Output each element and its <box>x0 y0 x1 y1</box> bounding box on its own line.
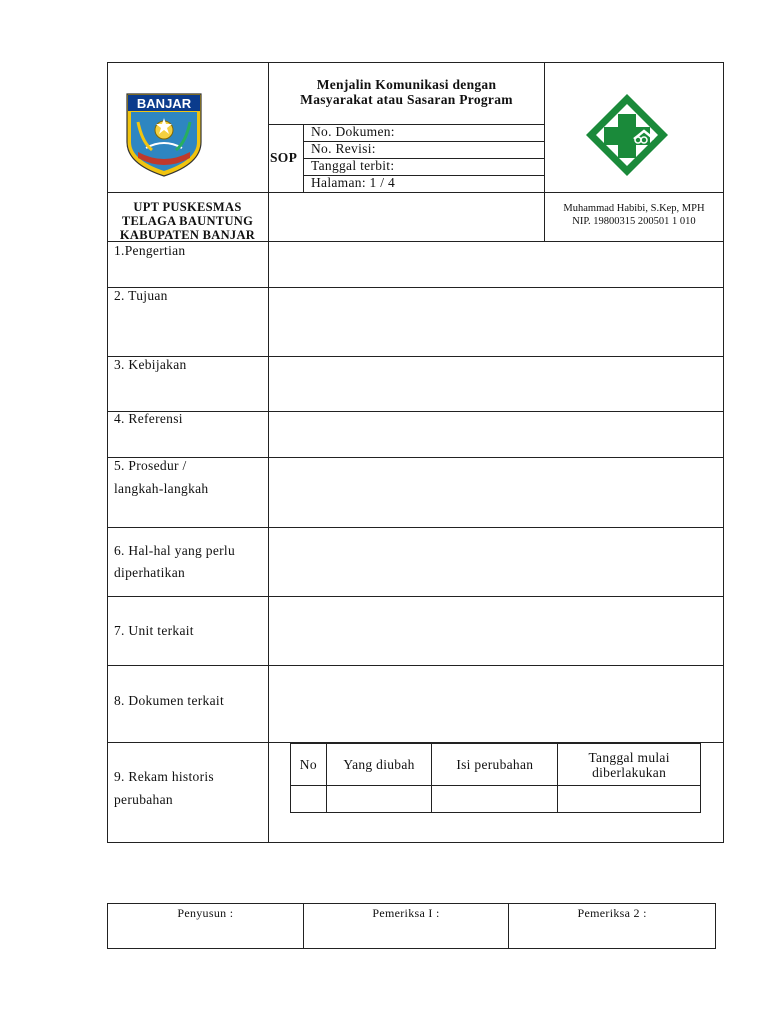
section-prosedur-label-1: 5. Prosedur / <box>114 458 187 473</box>
field-tanggal-terbit: Tanggal terbit: <box>311 158 395 173</box>
title-bottom-line <box>268 124 545 125</box>
history-table <box>290 743 701 813</box>
section-line <box>107 527 724 528</box>
section-rekam-historis-label-1: 9. Rekam historis <box>114 769 214 784</box>
section-line <box>107 356 724 357</box>
banjar-regency-logo <box>124 92 204 178</box>
puskesmas-logo <box>584 92 670 178</box>
sop-label: SOP <box>270 150 298 165</box>
section-hal-hal-label-1: 6. Hal-hal yang perlu <box>114 543 236 558</box>
col-tanggal-mulai-line2: diberlakukan <box>592 764 667 780</box>
logo-banjar-text: BANJAR <box>136 96 192 111</box>
field-halaman: Halaman: 1 / 4 <box>311 175 396 190</box>
signature-pemeriksa-1[interactable]: Pemeriksa I : <box>303 904 509 949</box>
section-hal-hal-label-2: diperhatikan <box>114 565 186 580</box>
column-divider <box>268 62 269 843</box>
sop-title-line2: Masyarakat atau Sasaran Program <box>300 92 513 107</box>
sop-title-line1: Menjalin Komunikasi dengan <box>316 77 497 92</box>
org-name-line1: UPT PUSKESMAS <box>133 200 242 214</box>
section-tujuan-label: 2. Tujuan <box>114 288 168 303</box>
border-top <box>107 62 724 63</box>
border-left <box>107 62 108 843</box>
section-referensi-label: 4. Referensi <box>114 411 183 426</box>
history-table-header-row <box>291 744 701 786</box>
signer-nip: NIP. 19800315 200501 1 010 <box>572 216 696 227</box>
border-right <box>723 62 724 843</box>
section-line <box>107 596 724 597</box>
history-cell[interactable] <box>432 786 558 813</box>
org-name-line2: TELAGA BAUNTUNG <box>121 214 254 228</box>
section-pengertian-label: 1.Pengertian <box>114 243 186 258</box>
section-line <box>107 287 724 288</box>
field-no-revisi: No. Revisi: <box>311 141 376 156</box>
section-dokumen-terkait-label: 8. Dokumen terkait <box>114 693 224 708</box>
section-line <box>107 411 724 412</box>
history-cell[interactable] <box>326 786 432 813</box>
col-no: No <box>291 744 327 786</box>
history-cell[interactable] <box>291 786 327 813</box>
section-line <box>107 457 724 458</box>
signature-table <box>107 903 716 949</box>
field-no-dokumen: No. Dokumen: <box>311 124 395 139</box>
history-cell[interactable] <box>558 786 701 813</box>
section-line <box>107 665 724 666</box>
signature-penyusun[interactable]: Penyusun : <box>108 904 304 949</box>
section-unit-terkait-label: 7. Unit terkait <box>114 623 194 638</box>
section-rekam-historis-label-2: perubahan <box>114 792 173 807</box>
col-yang-diubah: Yang diubah <box>326 744 432 786</box>
col-isi-perubahan: Isi perubahan <box>432 744 558 786</box>
signature-pemeriksa-2[interactable]: Pemeriksa 2 : <box>509 904 716 949</box>
border-bottom <box>107 842 724 843</box>
col-tanggal-mulai <box>558 744 701 786</box>
signer-name: Muhammad Habibi, S.Kep, MPH <box>563 203 705 214</box>
section-prosedur-label-2: langkah-langkah <box>114 481 209 496</box>
header-divider <box>107 192 724 193</box>
col-tanggal-mulai-line1: Tanggal mulai <box>588 749 670 765</box>
org-name-line3: KABUPATEN BANJAR <box>119 228 256 242</box>
section-kebijakan-label: 3. Kebijakan <box>114 357 187 372</box>
history-table-row <box>291 786 701 813</box>
